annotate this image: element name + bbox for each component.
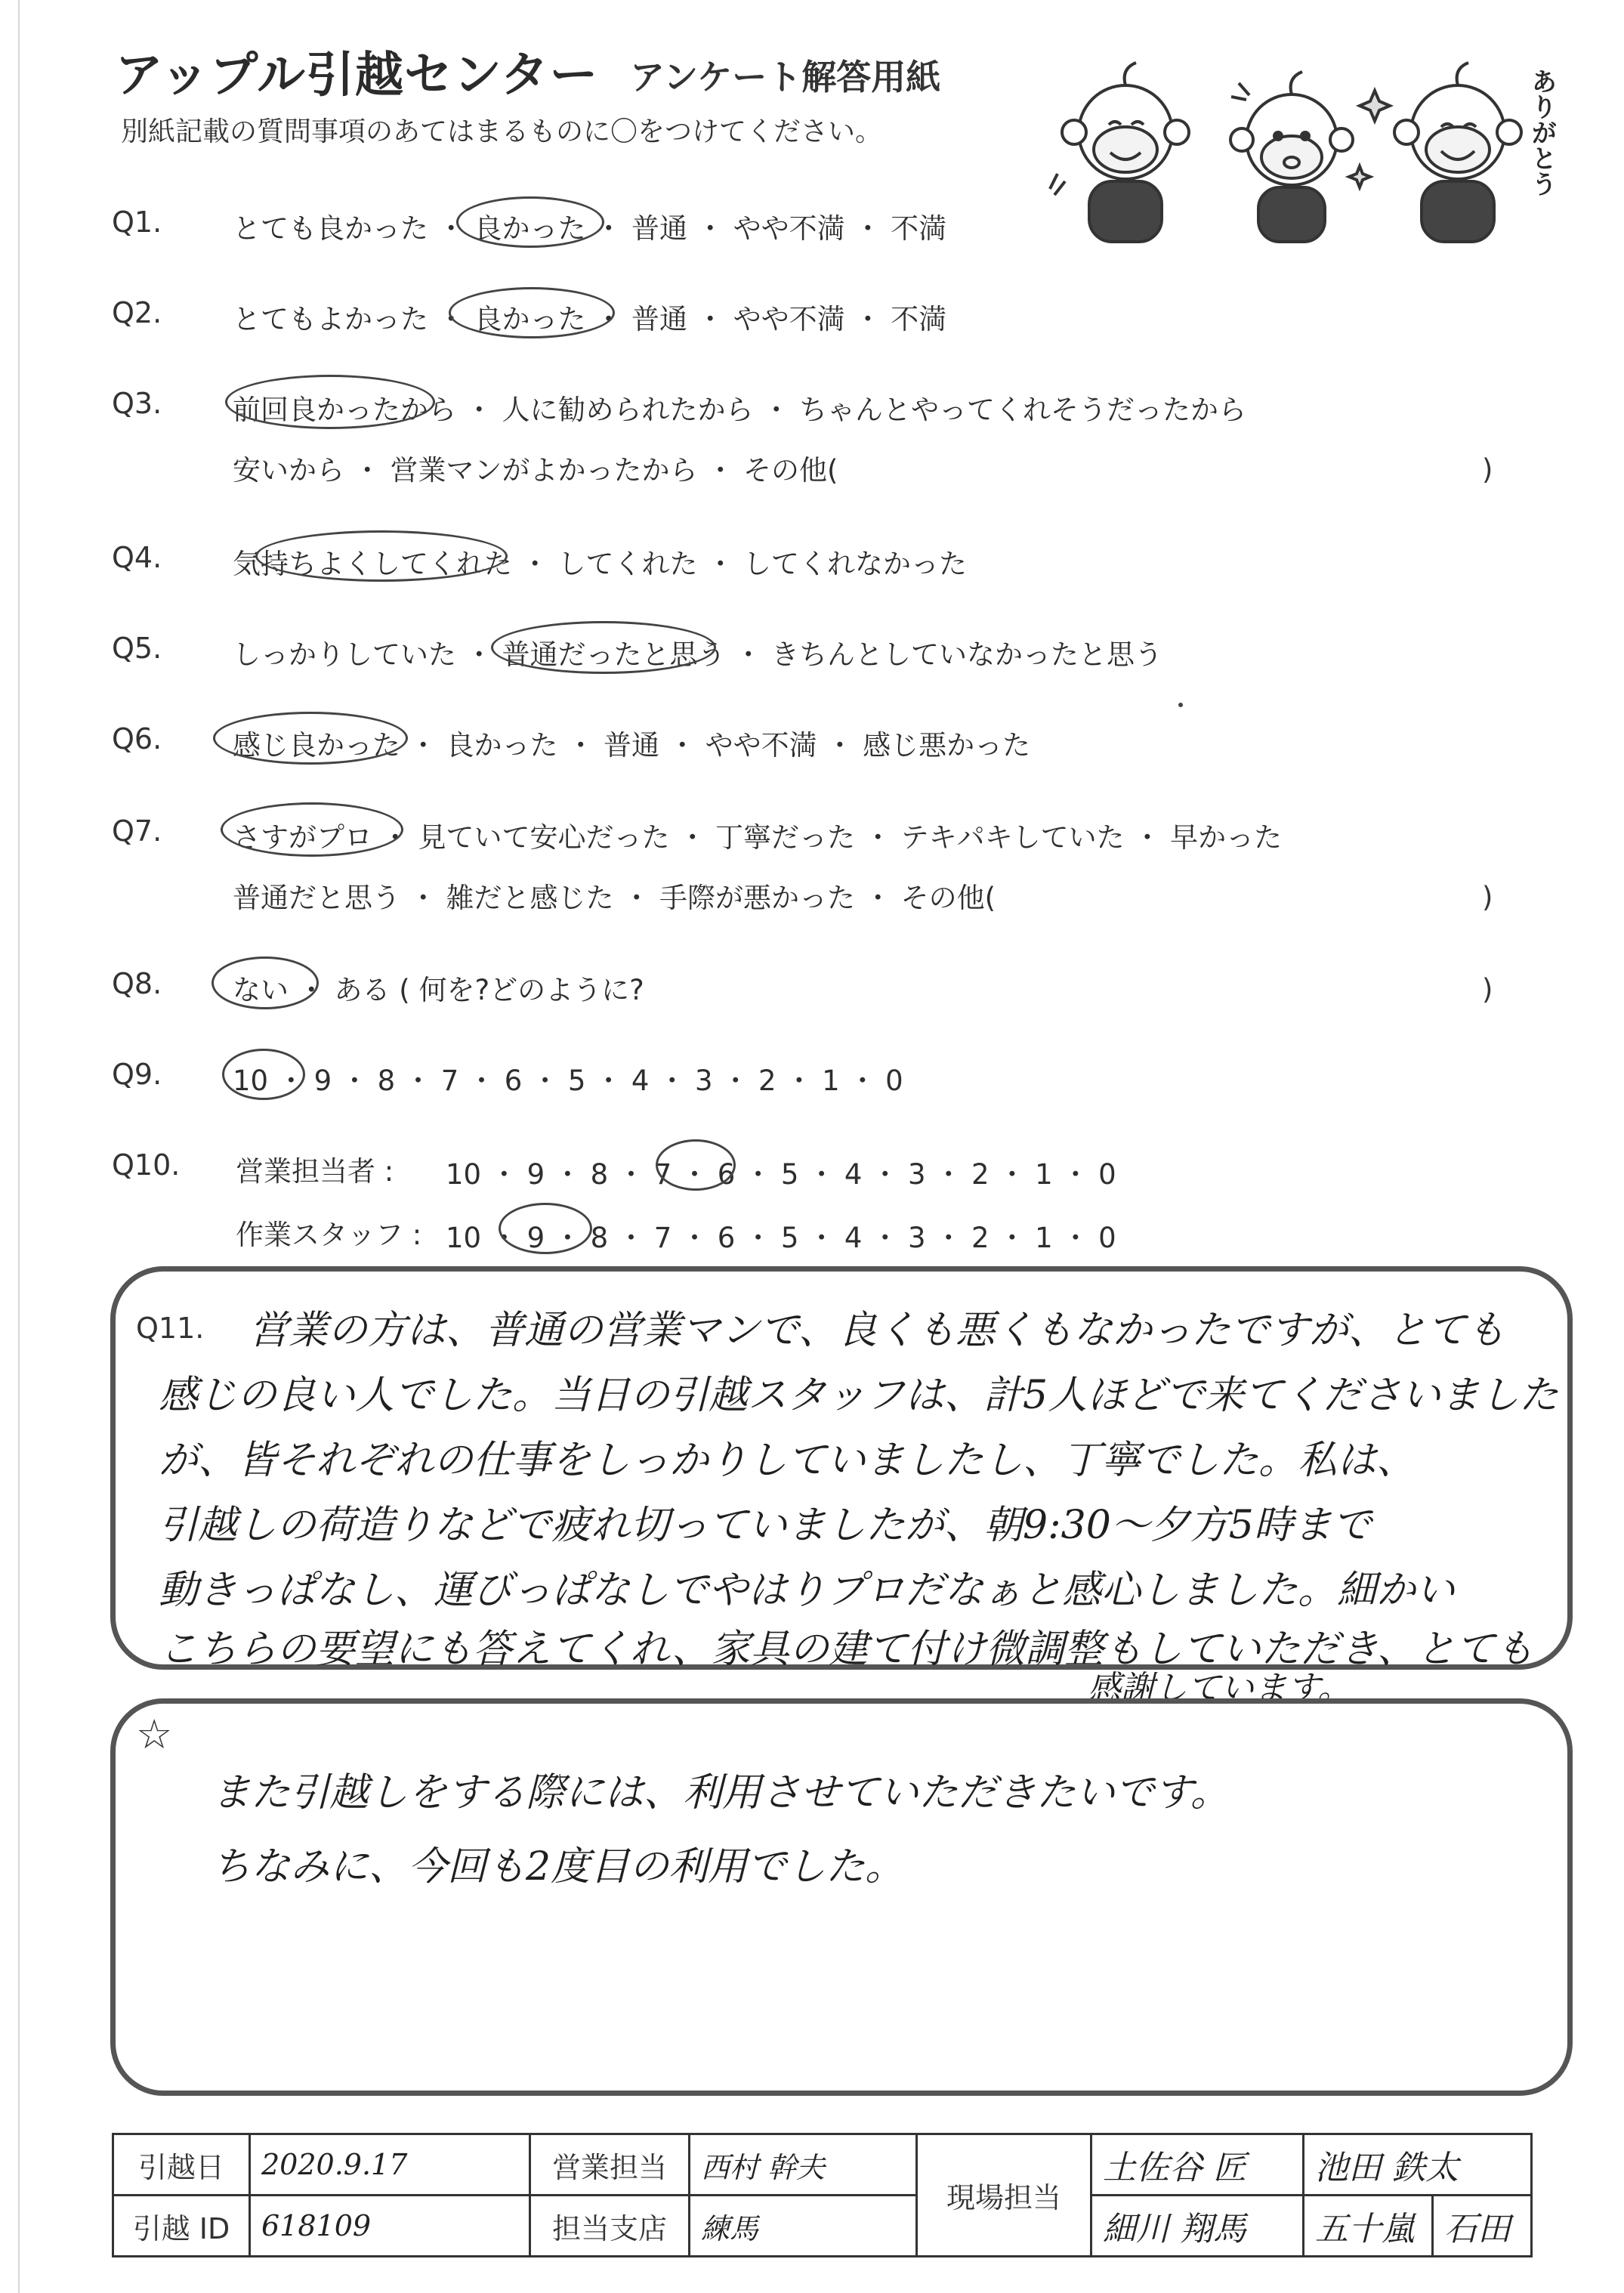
q8-options: ない ・ ある ( 何を?どのように? <box>233 974 644 1006</box>
q9-number: Q9. <box>112 1058 162 1091</box>
move-id-value: 618109 <box>250 2196 530 2257</box>
q11-line-5: 動きっぱなし、運びっぱなしでやはりプロだなぁと感心しました。細かい <box>159 1568 1456 1613</box>
site-staff-6: 石田 <box>1433 2196 1532 2257</box>
instruction-text: 別紙記載の質問事項のあてはまるものに〇をつけてください。 <box>121 116 883 147</box>
form-title: アンケート解答用紙 <box>630 57 941 97</box>
move-date-value: 2020.9.17 <box>250 2134 530 2196</box>
q7-answer-circle <box>221 802 403 857</box>
extra-line-2: ちなみに、今回も2度目の利用でした。 <box>211 1844 905 1890</box>
q7-number: Q7. <box>112 814 162 848</box>
q10-staff-label: 作業スタッフ : <box>236 1219 422 1251</box>
extra-comment-box <box>110 1698 1573 2096</box>
brand-title: アップル引越センター <box>115 48 599 104</box>
q9-scale: 10 ・ 9 ・ 8 ・ 7 ・ 6 ・ 5 ・ 4 ・ 3 ・ 2 ・ 1 ・ 0 <box>233 1065 903 1097</box>
q2-number: Q2. <box>112 296 162 329</box>
q11-line-1: 営業の方は、普通の営業マンで、良くも悪くもなかったですが、とても <box>249 1308 1505 1353</box>
branch-value: 練馬 <box>690 2196 917 2257</box>
scan-edge-line <box>18 0 20 2293</box>
q3-options-line1: 前回良かったから ・ 人に勧められたから ・ ちゃんとやってくれそうだったから <box>233 394 1247 426</box>
q10-sales-answer-circle <box>656 1139 736 1191</box>
q11-line-2: 感じの良い人でした。当日の引越スタッフは、計5人ほどで来てくださいました <box>159 1373 1559 1418</box>
q5-options: しっかりしていた ・ 普通だったと思う ・ きちんとしていなかったと思う <box>233 638 1163 671</box>
sales-rep-label: 営業担当 <box>530 2134 690 2196</box>
q1-options: とても良かった ・ 良かった ・ 普通 ・ やや不満 ・ 不満 <box>233 212 947 245</box>
q11-line-7: 感謝しています。 <box>1088 1669 1351 1707</box>
monkey-mascot-icon <box>1042 60 1541 249</box>
q8-number: Q8. <box>112 967 162 1000</box>
q4-number: Q4. <box>112 541 162 574</box>
q1-answer-circle <box>456 196 604 248</box>
q7-options-line1: さすがプロ ・ 見ていて安心だった ・ 丁寧だった ・ テキパキしていた ・ 早かった <box>233 821 1283 854</box>
q3-number: Q3. <box>112 387 162 420</box>
q8-close-paren: ) <box>1482 973 1493 1006</box>
q7-close-paren: ) <box>1482 881 1493 913</box>
q3-answer-circle <box>225 375 435 429</box>
q11-line-3: が、皆それぞれの仕事をしっかりしていましたし、丁寧でした。私は、 <box>159 1438 1416 1483</box>
q11-line-6: こちらの要望にも答えてくれ、家具の建て付け微調整もしていただき、とても <box>159 1627 1535 1672</box>
q7-options-line2: 普通だと思う ・ 雑だと感じた ・ 手際が悪かった ・ その他( <box>233 882 996 914</box>
q4-answer-circle <box>255 530 508 582</box>
q2-options: とてもよかった ・ 良かった ・ 普通 ・ やや不満 ・ 不満 <box>233 303 947 335</box>
site-staff-1: 土佐谷 匠 <box>1091 2134 1304 2196</box>
q5-answer-circle <box>491 621 716 674</box>
q3-options-line2: 安いから ・ 営業マンがよかったから ・ その他( <box>233 454 838 487</box>
sales-rep-value: 西村 幹夫 <box>690 2134 917 2196</box>
q1-number: Q1. <box>112 206 162 239</box>
site-staff-3: 細川 <box>1103 2210 1169 2248</box>
q11-label: Q11. <box>136 1312 205 1345</box>
site-staff-label: 現場担当 <box>917 2134 1091 2257</box>
q6-options: 感じ良かった ・ 良かった ・ 普通 ・ やや不満 ・ 感じ悪かった <box>233 729 1031 762</box>
q2-answer-circle <box>449 287 615 338</box>
q10-sales-label: 営業担当者 : <box>236 1155 394 1188</box>
q9-answer-circle <box>222 1049 305 1100</box>
site-staff-2: 池田 鉄太 <box>1304 2134 1532 2196</box>
extra-line-1: また引越しをする際には、利用させていただきたいです。 <box>211 1770 1230 1816</box>
site-staff-3-4 <box>1091 2196 1304 2257</box>
q10-number: Q10. <box>112 1148 181 1182</box>
site-staff-5: 五十嵐 <box>1304 2196 1433 2257</box>
q6-answer-circle <box>213 712 408 765</box>
thanks-text: ありがとう <box>1527 68 1557 196</box>
q5-number: Q5. <box>112 632 162 665</box>
star-icon: ☆ <box>136 1710 173 1758</box>
q3-close-paren: ) <box>1482 453 1493 486</box>
scan-speck <box>1178 703 1183 707</box>
q4-options: 気持ちよくしてくれた ・ してくれた ・ してくれなかった <box>233 548 968 580</box>
move-date-label: 引越日 <box>113 2134 250 2196</box>
q11-line-4: 引越しの荷造りなどで疲れ切っていましたが、朝9:30〜夕方5時まで <box>159 1503 1372 1548</box>
q10-sales-scale: 10 ・ 9 ・ 8 ・ 7 ・ 6 ・ 5 ・ 4 ・ 3 ・ 2 ・ 1 ・ 0 <box>446 1158 1116 1191</box>
footer-info-table <box>112 2133 1533 2257</box>
q10-staff-scale: 10 ・ 9 ・ 8 ・ 7 ・ 6 ・ 5 ・ 4 ・ 3 ・ 2 ・ 1 ・ 0 <box>446 1222 1116 1254</box>
mascot-illustration <box>1042 60 1557 249</box>
q10-staff-answer-circle <box>499 1203 592 1254</box>
branch-label: 担当支店 <box>530 2196 690 2257</box>
site-staff-4: 翔馬 <box>1180 2210 1246 2248</box>
move-id-label: 引越 ID <box>113 2196 250 2257</box>
q8-answer-circle <box>211 956 319 1009</box>
q6-number: Q6. <box>112 722 162 756</box>
